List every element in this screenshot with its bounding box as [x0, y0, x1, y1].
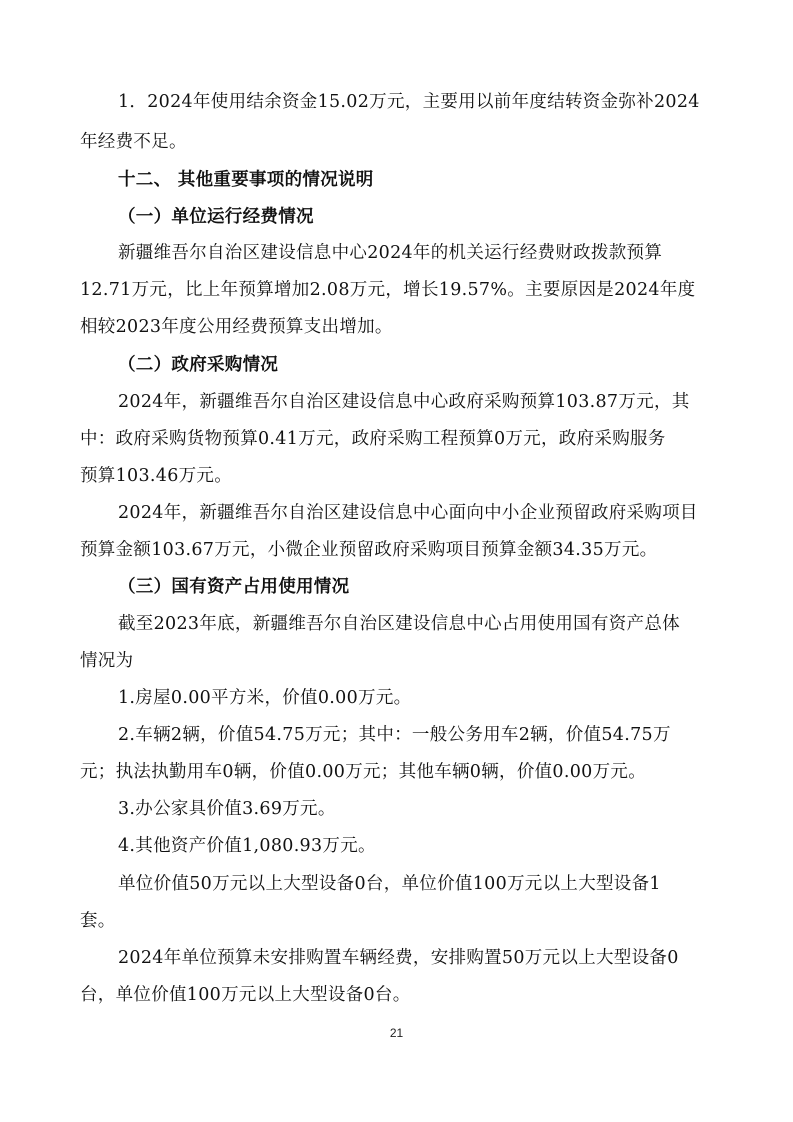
paragraph-line: 中：政府采购货物预算0.41万元，政府采购工程预算0万元，政府采购服务 [80, 429, 666, 449]
section-heading: 十二、 其他重要事项的情况说明 [118, 170, 374, 190]
paragraph-line: 新疆维吾尔自治区建设信息中心2024年的机关运行经费财政拨款预算 [118, 243, 663, 263]
subsection-heading: （二）政府采购情况 [118, 355, 279, 375]
paragraph-line: 12.71万元，比上年预算增加2.08万元，增长19.57%。主要原因是2024年度 [80, 280, 696, 300]
paragraph-line: 4.其他资产价值1,080.93万元。 [118, 836, 376, 856]
paragraph-line: 2024年，新疆维吾尔自治区建设信息中心面向中小企业预留政府采购项目 [118, 503, 698, 523]
page-number: 21 [389, 1026, 404, 1040]
paragraph-line: 预算金额103.67万元，小微企业预留政府采购项目预算金额34.35万元。 [80, 540, 658, 560]
paragraph-line: 预算103.46万元。 [80, 466, 233, 486]
subsection-heading: （一）单位运行经费情况 [118, 207, 314, 227]
paragraph-line: 3.办公家具价值3.69万元。 [118, 799, 336, 819]
paragraph-line: 单位价值50万元以上大型设备0台，单位价值100万元以上大型设备1 [118, 874, 661, 894]
paragraph-line: 1．2024年使用结余资金15.02万元，主要用以前年度结转资金弥补2024 [118, 92, 700, 112]
subsection-heading: （三）国有资产占用使用情况 [118, 577, 350, 597]
paragraph-line: 套。 [80, 911, 116, 931]
paragraph-line: 2024年，新疆维吾尔自治区建设信息中心政府采购预算103.87万元，其 [118, 392, 690, 412]
paragraph-line: 情况为 [80, 651, 134, 671]
paragraph-line: 2.车辆2辆，价值54.75万元；其中：一般公务用车2辆，价值54.75万 [118, 725, 671, 745]
paragraph-line: 相较2023年度公用经费预算支出增加。 [80, 317, 393, 337]
paragraph-line: 元；执法执勤用车0辆，价值0.00万元；其他车辆0辆，价值0.00万元。 [80, 762, 646, 782]
paragraph-line: 1.房屋0.00平方米，价值0.00万元。 [118, 688, 412, 708]
paragraph-line: 年经费不足。 [80, 132, 187, 152]
paragraph-line: 2024年单位预算未安排购置车辆经费，安排购置50万元以上大型设备0 [118, 948, 679, 968]
paragraph-line: 台，单位价值100万元以上大型设备0台。 [80, 985, 411, 1005]
paragraph-line: 截至2023年底，新疆维吾尔自治区建设信息中心占用使用国有资产总体 [118, 614, 680, 634]
